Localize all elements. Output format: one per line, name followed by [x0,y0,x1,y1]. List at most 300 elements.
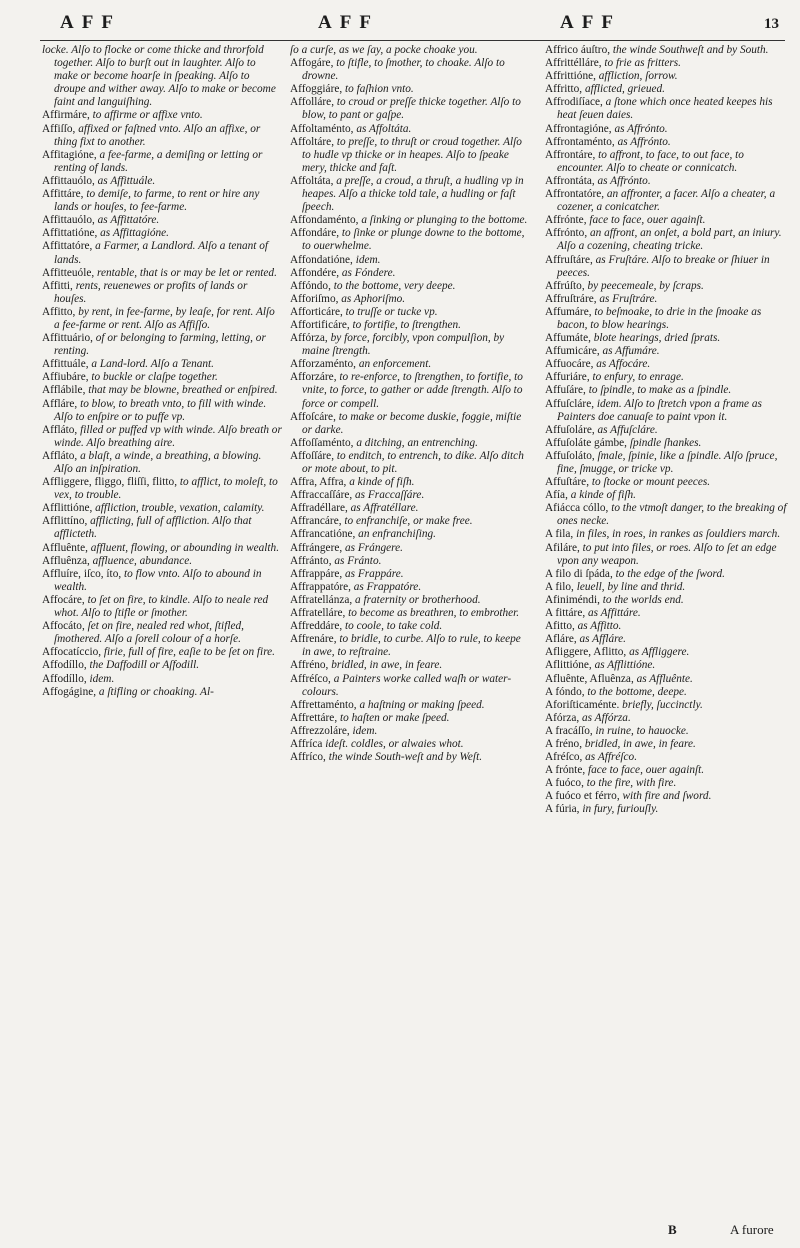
dictionary-entry [290,227,530,253]
definition: as Fránto. [334,554,382,567]
dictionary-entry [545,371,789,384]
dictionary-entry [290,581,530,594]
definition: a fee-farme, a demiſing or letting or renting of lands. [54,148,263,174]
headword: Affogáre, [290,57,334,70]
definition: by rent, in fee-farme, by leaſe, for rent. Alſo a fee-farme or rent. Alſo as Affiſſo. [54,305,275,331]
headword: Affoſſáre, [290,449,335,462]
definition: as Fóndere. [341,266,396,279]
dictionary-entry [290,751,530,764]
headword: Affuſoláre, [545,423,595,436]
definition: an affronter, a facer. Alſo a cheater, a cozener, a conicatcher. [557,188,776,214]
headword: Affrittióne, [545,70,596,83]
headword: Afflittíno, [42,515,88,528]
dictionary-entry [290,607,530,620]
headword: Affórza, [290,332,328,345]
headword: Affrodiſíace, [545,96,603,109]
dictionary-entry [545,254,789,280]
headword: Afiniméndi, [545,593,600,606]
headword: Afiláre, [545,541,580,554]
dictionary-entry [42,686,282,699]
definition: a ſtone which once heated keepes his heat ſeuen daies. [557,96,773,122]
dictionary-entry [545,227,789,253]
dictionary-entry [545,424,789,437]
running-header [0,12,800,36]
definition: to demiſe, to farme, to rent or hire any lands or houſes, to fee-farme. [54,188,260,214]
definition: bridled, in awe, in feare. [331,659,443,672]
definition: idem. [352,724,378,737]
definition: as Affliggere. [629,646,690,659]
dictionary-entry [545,188,789,214]
definition: to ſinke or plunge downe to the bottome, to ouerwhelme. [302,227,525,253]
dictionary-entry [290,489,530,502]
headword: Affocáto, [42,620,85,633]
definition: leuell, by line and thrid. [576,580,686,593]
definition: a ſtifling or choaking. Al- [98,685,214,698]
definition: a Painters worke called waſh or water-colours. [302,672,512,698]
headword: Affumáte, [545,332,591,345]
headword: Affritto, [545,83,583,96]
dictionary-entry [42,214,282,227]
dictionary-entry [42,568,282,594]
definition: idem. [355,253,381,266]
headword: Affratelláre, [290,607,346,620]
definition: by peecemeale, by ſcraps. [587,279,704,292]
headword: Affolláre, [290,96,335,109]
definition: ſmale, ſpinie, like a ſpindle. Alſo ſpruce, fine, ſmugge, or tricke vp. [557,449,778,475]
definition: as Affitto. [577,620,622,633]
dictionary-entry [290,254,530,267]
dictionary-entry [545,699,789,712]
headword: A fracáſſo, [545,724,593,737]
dictionary-entry [545,502,789,528]
dictionary-entry [545,803,789,816]
dictionary-entry [290,594,530,607]
definition: to make or become duskie, foggie, miſtie or darke. [302,410,522,436]
headword: A fuóco, [545,777,584,790]
headword: Affrezzoláre, [290,724,350,737]
definition: a blaſt, a winde, a breathing, a blowing. Alſo an inſpiration. [54,449,262,475]
headword: Affitteuóle, [42,266,95,279]
dictionary-entry [42,371,282,384]
headword: Affumáre, [545,305,592,318]
dictionary-entry [42,175,282,188]
definition: as Affuſcláre. [597,423,658,436]
definition: face to face, ouer againſt. [588,764,705,777]
dictionary-entry [545,293,789,306]
dictionary-entry [290,411,530,437]
headword: Aforiſticaménte. [545,698,620,711]
dictionary-entry [42,306,282,332]
definition: as Affittuále. [97,174,156,187]
headword: Affirmáre, [42,109,90,122]
definition: in files, in roes, in rankes as ſouldiers march. [576,528,781,541]
headword: Afluênte, Afluênza, [545,672,634,685]
dictionary-entry [42,424,282,450]
dictionary-entry [545,306,789,332]
dictionary-entry [545,70,789,83]
headword: Afforzáre, [290,371,337,384]
definition: to put into files, or roes. Alſo to ſet an edge vpon any weapon. [557,541,777,567]
definition: affluent, flowing, or abounding in wealth. [90,541,280,554]
headword: Afitto, [545,620,575,633]
dictionary-entry [290,515,530,528]
dictionary-entry [290,437,530,450]
dictionary-entry [545,594,789,607]
definition: affixed or faſtned vnto. Alſo an affixe, or thing fixt to another. [54,122,261,148]
definition: to afflict, to moleſt, to vex, to trouble. [54,476,278,502]
headword: Affrettaménto, [290,698,357,711]
definition: to affirme or affixe vnto. [92,109,203,122]
dictionary-entry [545,686,789,699]
dictionary-entry [290,83,530,96]
dictionary-entry [545,764,789,777]
headword: Affrontáta, [545,174,595,187]
dictionary-entry [545,345,789,358]
dictionary-entry [42,398,282,424]
definition: as Frappatóre. [353,580,422,593]
dictionary-entry [290,96,530,122]
headword: Affoggiáre, [290,83,343,96]
headword: Affittatióne, [42,227,98,240]
headword: Affuſoláte gámbe, [545,436,627,449]
headword: A fittáre, [545,607,586,620]
headword: Afiácca cóllo, [545,502,609,515]
dictionary-entry [545,280,789,293]
headword: A filo, [545,580,574,593]
definition: to become as breathren, to embrother. [348,607,520,620]
headword: Affuſcláre, [545,397,595,410]
headword: Affrancatióne, [290,528,356,541]
definition: ſo a curſe, as we ſay, a pocke choake you. [290,44,478,56]
dictionary-entry [290,699,530,712]
definition: filled or puffed vp with winde. Alſo breath or winde. Alſo breathing aire. [54,423,282,449]
dictionary-entry [42,476,282,502]
dictionary-entry [545,633,789,646]
definition: as Affittáre. [587,607,641,620]
dictionary-entry [42,502,282,515]
definition: affluence, abundance. [92,554,193,567]
dictionary-entry [545,659,789,672]
headword: Affuſáre, [545,384,586,397]
definition: to frie as fritters. [604,57,681,70]
definition: to blow, to breath vnto, to fill with winde. Alſo to enſpire or to puffe vp. [54,397,267,423]
dictionary-entry [290,568,530,581]
dictionary-entry [545,476,789,489]
dictionary-entry [290,306,530,319]
definition: a ditching, an entrenching. [356,436,478,449]
definition: as Affrónto. [617,135,671,148]
headword: Affrappáre, [290,567,343,580]
dictionary-entry [545,712,789,725]
catchword: A furore [730,1222,774,1237]
definition: to re-enforce, to ſtrengthen, to fortifie, to vnite, to force, to gather or adde ſtrength. Alſo to force or compell. [302,371,523,410]
definition: face to face, ouer againſt. [589,214,706,227]
headword: Affrontagióne, [545,122,612,135]
dictionary-entry [545,620,789,633]
headword: Affrico áuſtro, [545,44,611,56]
dictionary-entry [42,555,282,568]
dictionary-entry [290,280,530,293]
headword: A frónte, [545,764,586,777]
dictionary-entry [42,149,282,175]
dictionary-entry [42,659,282,672]
headword: A fúria, [545,803,580,816]
dictionary-entry [42,620,282,646]
definition: that may be blowne, breathed or enſpired. [88,384,278,397]
headword: Affliggere, fliggo, fliſſi, flitto, [42,476,178,489]
dictionary-entry [42,515,282,541]
headword: Affréno, [290,659,329,672]
headword: Affreddáre, [290,620,343,633]
headword: Affrappatóre, [290,580,351,593]
definition: briefly, ſuccinctly. [622,698,703,711]
definition: as Affréſco. [585,751,638,764]
definition: a Land-lord. Alſo a Tenant. [91,358,214,371]
definition: with fire and ſword. [622,790,712,803]
headword: Affuſoláto, [545,449,595,462]
definition: firie, full of fire, eaſie to be ſet on fire. [103,646,276,659]
dictionary-entry [290,44,530,57]
definition: rents, reuenewes or profits of lands or houſes. [54,279,248,305]
definition: to haſten or make ſpeed. [339,711,450,724]
dictionary-entry [545,149,789,175]
dictionary-entry [42,240,282,266]
headword: Affondáre, [290,227,340,240]
headword: Affréſco, [290,672,331,685]
dictionary-entry [545,437,789,450]
headword: Affodíllo, [42,659,87,672]
headword: Affittatóre, [42,240,93,253]
dictionary-entry [290,659,530,672]
dictionary-entry [290,555,530,568]
definition: afflicted, grieued. [584,83,665,96]
dictionary-entry [290,214,530,227]
dictionary-entry [290,450,530,476]
headword: Affláto, [42,449,78,462]
headword: Affluíre, iſco, íto, [42,567,122,580]
headword: A fóndo, [545,685,585,698]
definition: idem. Alſo to ſtretch vpon a frame as Painters doe canuaſe to paint vpon it. [557,397,762,423]
definition: to the edge of the ſword. [615,567,726,580]
definition: affliction, trouble, vexation, calamity. [95,502,265,515]
dictionary-entry [290,633,530,659]
dictionary-entry [42,267,282,280]
dictionary-entry [545,57,789,70]
dictionary-entry [545,214,789,227]
headword: Afflábile, [42,384,86,397]
definition: to the vtmoſt danger, to the breaking of ones necke. [557,502,787,528]
dictionary-entry [545,646,789,659]
dictionary-entry [545,398,789,424]
definition: to truſſe or tucke vp. [345,305,438,318]
definition: as Affoltáta. [356,122,412,135]
definition: ideſt. coldles, or alwaies whot. [325,737,464,750]
dictionary-entry [42,280,282,306]
definition: to enfranchiſe, or make free. [344,515,473,528]
dictionary-entry [290,123,530,136]
dictionary-entry [545,568,789,581]
headword: Affocatíccio, [42,646,102,659]
dictionary-entry [545,44,789,57]
headword: Affruſtáre, [545,253,593,266]
headword: Afréſco, [545,751,583,764]
header-rule [40,40,785,41]
definition: as Frappáre. [345,567,404,580]
dictionary-entry [545,175,789,188]
definition: as Fruſtráre. [599,292,658,305]
definition: a preſſe, a croud, a thruſt, a hudling vp in heapes. Alſo a thicke told tale, a hudling or faſt ſpeech. [302,174,524,214]
dictionary-entry [290,332,530,358]
headword: Affrontaménto, [545,135,615,148]
dictionary-entry [42,332,282,358]
headword: A fréno, [545,737,583,750]
headword: Affoltáre, [290,135,335,148]
headword: Affitagióne, [42,148,97,161]
definition: to ſtocke or mount peeces. [591,476,711,489]
dictionary-entry [545,528,789,541]
headword: Affoltaménto, [290,122,354,135]
definition: as Frángere. [345,541,403,554]
definition: as Fruſtáre. Alſo to breake or ſhiuer in peeces. [557,253,770,279]
dictionary-entry [290,267,530,280]
headword: Affrancáre, [290,515,342,528]
headword: Affrónte, [545,214,587,227]
definition: ſet on fire, nealed red whot, ſtifled, ſmothered. Alſo a ſorell colour of a horſe. [54,620,244,646]
headword: A fila, [545,528,574,541]
headword: Affittauólo, [42,214,95,227]
headword: Affradéllare, [290,502,348,515]
headword: Afláre, [545,633,577,646]
headword: Afforzaménto, [290,358,356,371]
dictionary-entry [545,489,789,502]
column-1 [42,44,282,699]
dictionary-entry [545,673,789,686]
column-3 [545,44,789,817]
definition: to the bottome, very deepe. [333,279,456,292]
definition: the Daffodill or Aſfodill. [89,659,200,672]
definition: of or belonging to farming, letting, or renting. [54,332,266,358]
headword: Affruſtráre, [545,292,597,305]
dictionary-entry [290,476,530,489]
definition: as Affluênte. [636,672,693,685]
definition: a kinde of fiſh. [349,476,415,489]
headword: Affitto, [42,305,76,318]
headword: Affondatióne, [290,253,353,266]
headword: Affittauólo, [42,174,95,187]
headword: Affuocáre, [545,358,594,371]
headword: Affraccaſſáre, [290,489,353,502]
dictionary-entry [42,44,282,109]
headword: Afía, [545,489,568,502]
definition: bridled, in awe, in feare. [584,737,696,750]
definition: as Affittagióne. [100,227,169,240]
definition: an enfranchiſing. [358,528,436,541]
headword: Affláto, [42,423,78,436]
headword: Affrettáre, [290,711,338,724]
dictionary-entry [545,450,789,476]
headword: Affittuário, [42,332,93,345]
dictionary-entry [290,136,530,175]
dictionary-entry [545,136,789,149]
headword: Affrittélláre, [545,57,602,70]
dictionary-entry [545,358,789,371]
definition: to fortifie, to ſtrengthen. [352,318,461,331]
headword: Affumicáre, [545,345,600,358]
headword: Aflittióne, [545,659,592,672]
dictionary-entry [545,777,789,790]
dictionary-entry [290,319,530,332]
dictionary-entry [545,738,789,751]
definition: as Affratéllare. [350,502,419,515]
dictionary-entry [42,542,282,555]
headword: Affláre, [42,397,78,410]
headword: Affrenáre, [290,633,337,646]
dictionary-entry [290,712,530,725]
definition: a haſtning or making ſpeed. [359,698,485,711]
dictionary-entry [545,607,789,620]
definition: to enditch, to entrench, to dike. Alſo ditch or mote about, to pit. [302,449,524,475]
headword: Afórza, [545,711,580,724]
dictionary-entry [42,358,282,371]
dictionary-entry [290,528,530,541]
definition: to flow vnto. Alſo to abound in wealth. [54,567,262,593]
dictionary-entry [545,725,789,738]
definition: to the bottome, deepe. [587,685,687,698]
definition: as Affrónto. [614,122,668,135]
definition: to ſet on fire, to kindle. Alſo to neale red whot. Alſo to ſtifle or ſmother. [54,593,269,620]
headword: Afforiſmo, [290,292,339,305]
dictionary-entry [290,738,530,751]
headword: Afforticáre, [290,305,343,318]
definition: to faſhion vnto. [345,83,414,96]
dictionary-entry [42,123,282,149]
dictionary-entry [290,502,530,515]
headword: Affríco, [290,751,326,764]
definition: a kinde of fiſh. [570,489,636,502]
signature-mark: B [668,1222,677,1237]
definition: idem. [89,672,115,685]
headword: Afflittióne, [42,502,93,515]
definition: as Affumáre. [602,345,660,358]
headword: Affra, Affra, [290,476,347,489]
headword: Affuriáre, [545,371,590,384]
definition: to beſmoake, to drie in the ſmoake as bacon, to blow hearings. [557,305,762,331]
headword: Affocáre, [42,593,85,606]
definition: as Aphoriſmo. [341,292,406,305]
definition: a ſinking or plunging to the bottome. [361,214,528,227]
definition: to the fire, with fire. [586,777,677,790]
definition: to preſſe, to thruſt or croud together. Alſo to hudle vp thicke or in heapes. Alſo to ſpeake mery, thicke and faſt. [302,135,522,174]
headword: Affittáre, [42,188,84,201]
dictionary-entry [545,332,789,345]
headword: A fuóco et férro, [545,790,620,803]
dictionary-entry [290,371,530,410]
dictionary-entry [42,646,282,659]
headword: Affuſtáre, [545,476,590,489]
dictionary-entry [290,725,530,738]
headword: Affodíllo, [42,672,87,685]
definition: by force, forcibly, vpon compulſion, by maine ſtrength. [302,332,505,358]
dictionary-entry [545,123,789,136]
headword: Affrónto, [545,227,588,240]
dictionary-entry [290,673,530,699]
definition: as Fraccaſſáre. [355,489,425,502]
definition: as Affittatóre. [97,214,160,227]
header-right: AFF [560,12,621,33]
header-center: AFF [318,12,379,33]
definition: to bridle, to curbe. Alſo to rule, to keepe in awe, to reſtraine. [302,633,521,659]
definition: to croud or preſſe thicke together. Alſo to blow, to pant or gaſpe. [302,96,521,122]
